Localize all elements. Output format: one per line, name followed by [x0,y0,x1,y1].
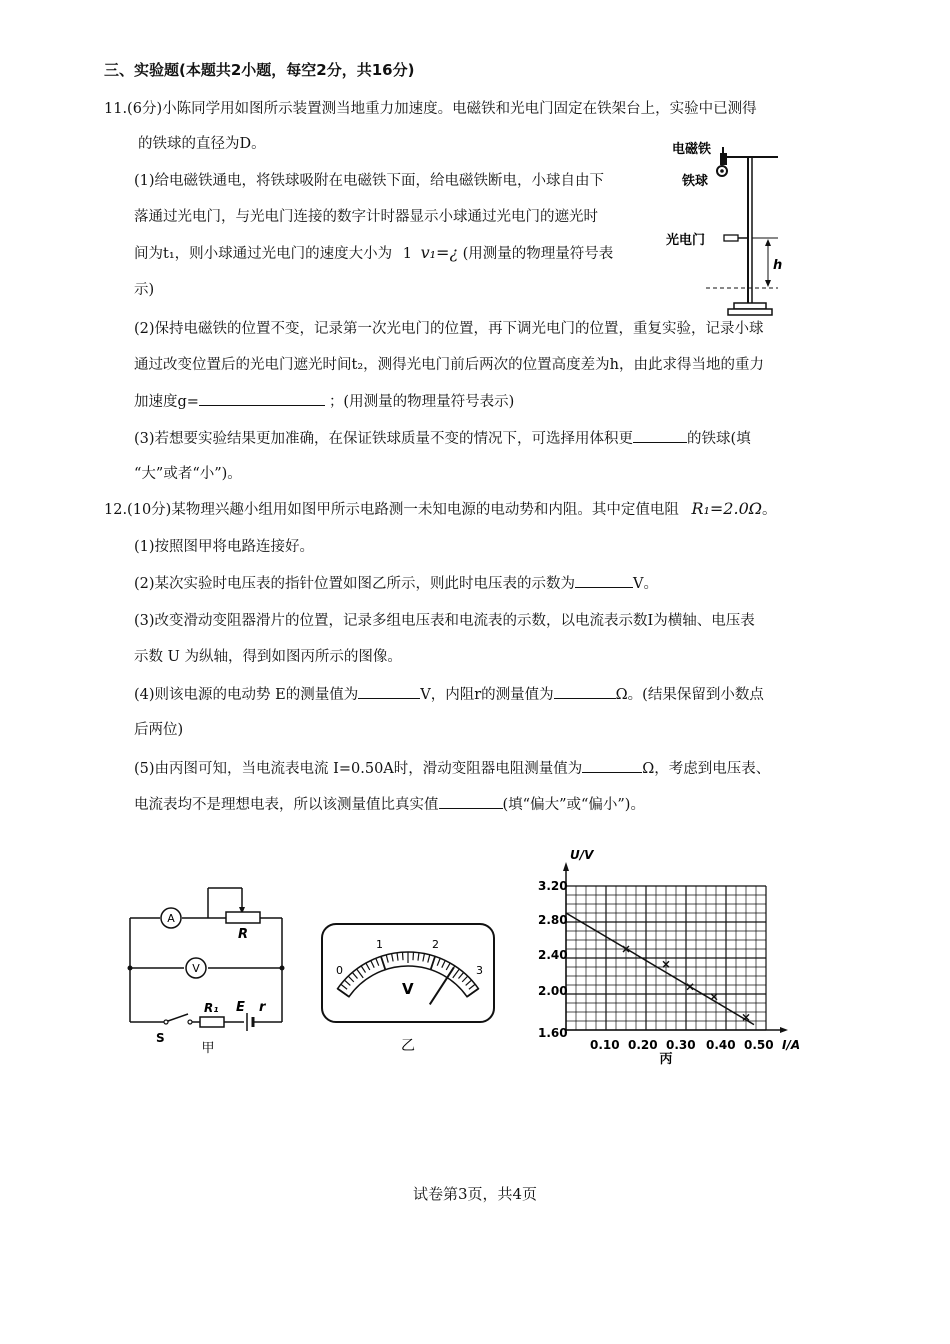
q11-part3-note: 的铁球(填 [687,431,751,447]
q11-part2-line1: (2)保持电磁铁的位置不变，记录第一次光电门的位置，再下调光电门的位置，重复实验，记录小球 [134,321,764,337]
q12-part1: (1)按照图甲将电路连接好。 [134,539,315,555]
q11-part1-line2: 落通过光电门，与光电门连接的数字计时器显示小球通过光电门的遮光时 [134,209,598,225]
q12-part4-text: (4)则该电源的电动势 E的测量值为 [134,687,359,703]
ammeter-label: A [167,912,175,925]
x-tick-0.40: 0.40 [706,1038,736,1052]
q12-part5-line2 [134,794,645,815]
x-axis-label: I/A [782,1038,801,1052]
dial-label-2: 2 [432,938,439,951]
switch-label: S [156,1031,165,1045]
answer-blank-g[interactable] [199,391,325,406]
q11-part1-text: 间为t₁，则小球通过光电门的速度大小为 [134,246,393,262]
q12-part3-line2: 示数 U 为纵轴，得到如图丙所示的图像。 [134,649,402,665]
x-tick-0.50: 0.50 [744,1038,774,1052]
rheostat-symbol [226,912,260,923]
y-axis-label: U/V [570,848,594,862]
q11-part1-mark: 1 [402,246,412,262]
q12-part3-line1: (3)改变滑动变阻器滑片的位置，记录多组电压表和电流表的示数，以电流表示数I为横轴、电压表 [134,613,755,629]
answer-blank-bias[interactable] [439,794,503,809]
resistor-formula: R₁=2.0Ω [691,499,763,518]
label-photogate: 光电门 [666,233,706,248]
dial-label-0: 0 [336,964,343,977]
fixed-resistor-label: R₁ [204,1001,219,1015]
q11-part3-text: (3)若想要实验结果更加准确，在保证铁球质量不变的情况下，可选择用体积更 [134,431,634,447]
voltmeter-dial-yi [318,920,498,1065]
q12-part2-text: (2)某次实验时电压表的指针位置如图乙所示，则此时电压表的示数为 [134,576,576,592]
dial-tick [403,952,404,960]
q12-part4-mid: V，内阻r的测量值为 [420,687,554,703]
answer-blank-emf[interactable] [358,684,420,699]
q11-intro-line2: 的铁球的直径为D。 [138,136,266,152]
x-axis-arrow [780,1027,788,1033]
electromagnet [720,153,727,165]
q11-part2-note: ；(用测量的物理量符号表示) [328,394,515,410]
graph-grid [563,862,788,1033]
q12-part4-end: Ω。(结果保留到小数点 [615,687,764,703]
label-iron-ball: 铁球 [682,174,709,189]
q12-part5-line1 [134,758,770,779]
dial-unit-label: V [402,980,414,998]
q11-part2-text: 加速度g= [134,394,199,410]
label-h: h [773,258,783,273]
q12-part2-unit: V。 [633,576,659,592]
internal-resistance-label: r [259,1000,266,1015]
answer-blank-voltmeter[interactable] [575,573,633,588]
q11-part2-line2: 通过改变位置后的光电门遮光时间t₂，测得光电门前后两次的位置高度差为h，由此求得当地的重力 [134,357,764,373]
answer-blank-rheostat[interactable] [582,758,642,773]
label-electromagnet: 电磁铁 [672,142,712,157]
switch-symbol [164,1020,168,1024]
answer-blank-volume[interactable] [633,428,687,443]
dial-frame [322,924,494,1022]
y-tick-2.40: 2.40 [538,948,568,962]
q12-intro-text: 12.(10分)某物理兴趣小组用如图甲所示电路测一未知电源的电动势和内阻。其中定值电阻 [104,502,679,518]
q11-intro-line1: 11.(6分)小陈同学用如图所示装置测当地重力加速度。电磁铁和光电门固定在铁架台上，实验中已测得 [104,101,757,117]
figure-caption-jia: 甲 [201,1041,215,1056]
q12-part5-text2: 电流表均不是理想电表，所以该测量值比真实值 [134,797,439,813]
dial-label-3: 3 [476,964,483,977]
q11-part2-line3 [134,391,514,412]
q11-part1-line4: 示) [134,282,155,298]
answer-blank-internal-resistance[interactable] [554,684,616,699]
fixed-resistor-symbol [200,1017,224,1027]
circuit-diagram-jia [120,880,295,1060]
x-tick-0.10: 0.10 [590,1038,620,1052]
x-tick-0.20: 0.20 [628,1038,658,1052]
q12-part5-end: Ω，考虑到电压表、 [642,761,771,777]
gravity-apparatus-figure [660,135,783,320]
q12-part5-end2: (填“偏大”或“偏小”)。 [502,797,645,813]
q12-part2 [134,573,658,594]
q11-part3-line2: “大”或者“小”)。 [134,466,242,482]
page-footer: 试卷第3页，共4页 [412,1185,538,1203]
q11-part1-line3 [134,243,613,264]
q12-part5-text: (5)由丙图可知，当电流表电流 I=0.50A时，滑动变阻器电阻测量值为 [134,761,583,777]
figure-caption-bing: 丙 [659,1052,673,1067]
section-title: 三、实验题(本题共2小题，每空2分，共16分) [104,61,415,79]
q12-part4-line1 [134,684,764,705]
y-tick-1.60: 1.60 [538,1026,568,1040]
stand-base [734,303,766,309]
dial-tick [413,952,414,960]
x-tick-0.30: 0.30 [666,1038,696,1052]
q11-part3-line1 [134,428,751,449]
velocity-formula: v₁=¿ [420,243,459,262]
q12-intro-line [104,499,777,520]
voltmeter-label: V [192,962,200,975]
q11-part1-line1: (1)给电磁铁通电，将铁球吸附在电磁铁下面，给电磁铁断电，小球自由下 [134,173,605,189]
q11-part1-note: (用测量的物理量符号表 [462,246,614,262]
y-axis-arrow [563,862,569,871]
y-tick-2.80: 2.80 [538,913,568,927]
photogate [724,235,738,241]
emf-label: E [236,1000,245,1015]
rheostat-label: R [238,927,249,942]
u-i-graph-bing [520,846,820,1066]
q12-part4-line2: 后两位) [134,722,184,738]
y-tick-2.00: 2.00 [538,984,568,998]
dial-label-1: 1 [376,938,383,951]
y-tick-3.20: 3.20 [538,879,568,893]
q12-intro-end: 。 [762,502,777,518]
figure-caption-yi: 乙 [401,1038,415,1054]
